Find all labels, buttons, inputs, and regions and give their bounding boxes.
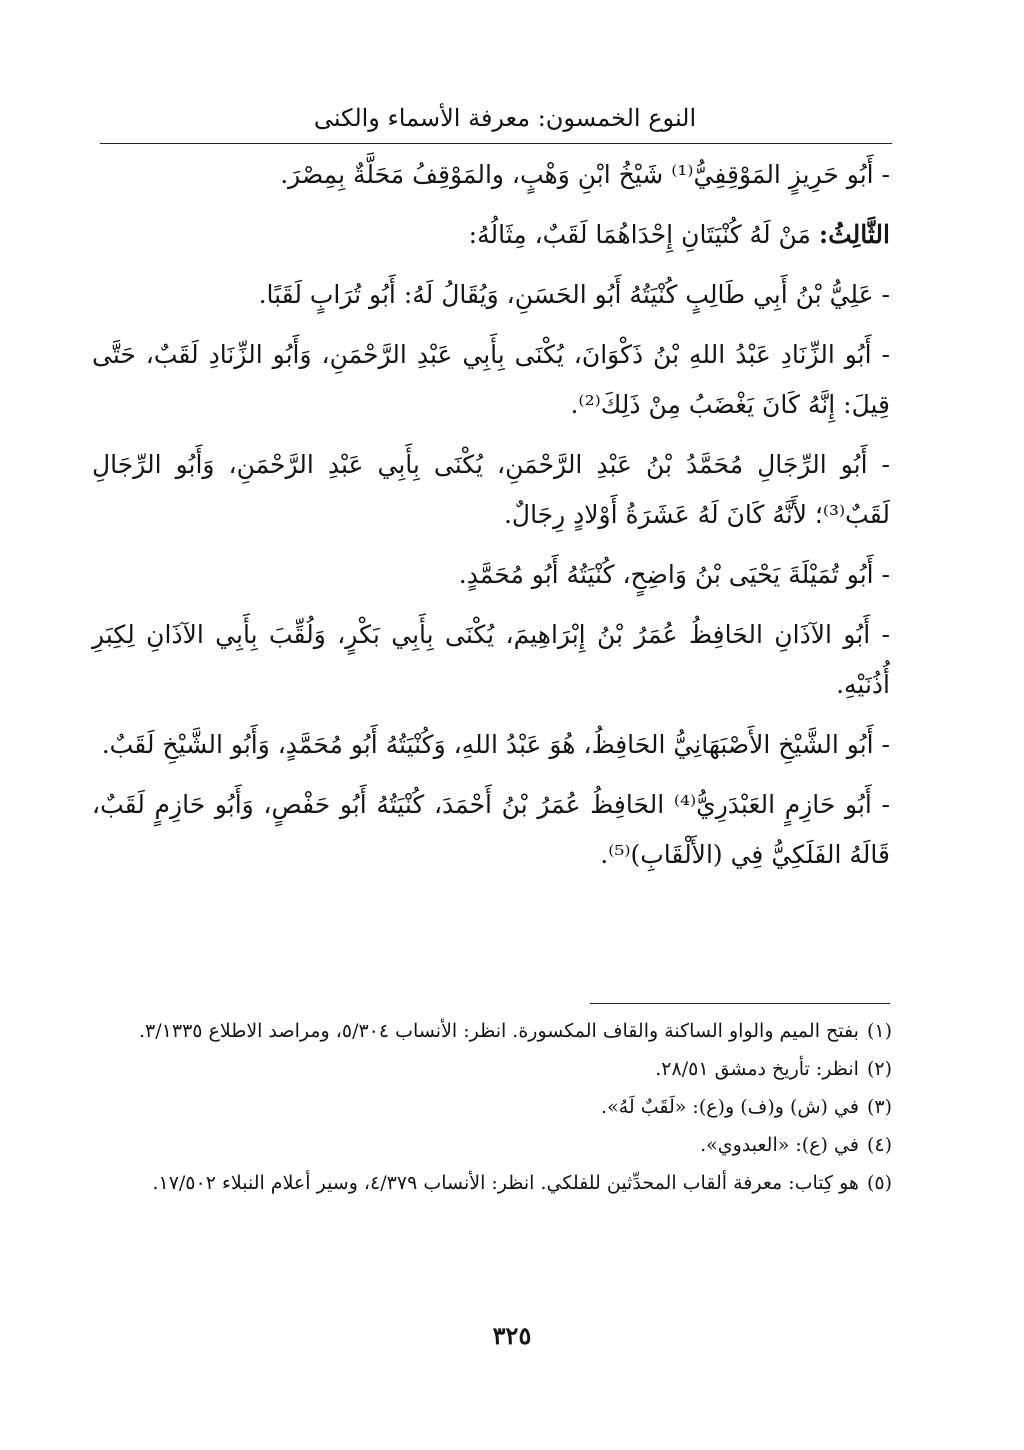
paragraph-text: مَنْ لَهُ كُنْيَتَانِ إِحْدَاهُمَا لَقَبٌ، مِثَالُهُ:: [468, 220, 819, 249]
footnote-text: في (ش) و(ف) و(ع): «لَقَبٌ لَهُ».: [601, 1096, 859, 1118]
footnote-text: في (ع): «العبدوي».: [700, 1134, 859, 1156]
paragraph-text: - أَبُو الرِّجَالِ مُحَمَّدُ بْنُ عَبْدِ الرَّحْمَنِ، يُكْنَى بِأَبِي عَبْدِ الرَّحْمَنِ، وَأَبُو الرِّجَالِ لَقَبٌ⁽³⁾؛ لأَنَّهُ كَانَ لَهُ عَشَرَةُ أَوْلادٍ رِجَالٌ.: [92, 450, 890, 529]
paragraph: [92, 270, 890, 320]
paragraph: [92, 780, 890, 880]
paragraph: [92, 150, 890, 200]
paragraph-text: - أَبُو حَرِيزٍ المَوْقِفِيُّ⁽¹⁾ شَيْخُ ابْنِ وَهْبٍ، والمَوْقِفُ مَحَلَّةٌ بِمِصْرَ.: [280, 160, 890, 189]
footnote-divider: [590, 1003, 890, 1004]
footnote-number: (٥): [866, 1172, 892, 1194]
main-text: [92, 150, 890, 890]
footnote-number: (١): [866, 1020, 892, 1042]
paragraph-text: - أَبُو حَازِمٍ العَبْدَرِيُّ⁽⁴⁾ الحَافِظُ عُمَرُ بْنُ أَحْمَدَ، كُنْيَتُهُ أَبُو حَفْصٍ، وَأَبُو حَازِمٍ لَقَبٌ، قَالَهُ الفَلَكِيُّ فِي (الأَلْقَابِ)⁽⁵⁾.: [92, 790, 890, 869]
paragraph: [92, 720, 890, 770]
paragraph-text: - أَبُو الآذَانِ الحَافِظُ عُمَرُ بْنُ إِبْرَاهِيمَ، يُكْنَى بِأَبِي بَكْرٍ، وَلُقِّبَ بِأَبِي الآذَانِ لِكِبَرِ أُذُنَيْهِ.: [92, 620, 890, 699]
footnote: [100, 1127, 892, 1163]
footnote: [100, 1165, 892, 1201]
footnotes: [100, 1013, 892, 1203]
paragraph: [92, 210, 890, 260]
header-divider: [100, 143, 892, 144]
footnote-text: بفتح الميم والواو الساكنة والقاف المكسورة. انظر: الأنساب ٥/٣٠٤، ومراصد الاطلاع ٣/١٣٣٥.: [139, 1020, 859, 1042]
paragraph-lead: الثَّالِثُ:: [818, 220, 890, 249]
paragraph: [92, 610, 890, 710]
footnote: [100, 1013, 892, 1049]
paragraph: [92, 440, 890, 540]
running-header: النوع الخمسون: معرفة الأسماء والكنى: [313, 104, 697, 132]
footnote-number: (٢): [866, 1058, 892, 1080]
paragraph-text: - أَبُو الزِّنَادِ عَبْدُ اللهِ بْنُ ذَكْوَانَ، يُكْنَى بِأَبِي عَبْدِ الرَّحْمَنِ، وَأَبُو الزِّنَادِ لَقَبٌ، حَتَّى قِيلَ: إِنَّهُ كَانَ يَغْضَبُ مِنْ ذَلِكَ⁽²⁾.: [92, 340, 890, 419]
paragraph-text: - أَبُو تُمَيْلَةَ يَحْيَى بْنُ وَاضِحٍ، كُنْيَتُهُ أَبُو مُحَمَّدٍ.: [458, 560, 890, 589]
footnote: [100, 1051, 892, 1087]
footnote-text: انظر: تأريخ دمشق ٢٨/٥١.: [655, 1058, 859, 1080]
footnote-number: (٣): [866, 1096, 892, 1118]
page-number: ٣٢٥: [492, 1321, 532, 1350]
paragraph-text: - أَبُو الشَّيْخِ الأَصْبَهَانِيُّ الحَافِظُ، هُوَ عَبْدُ اللهِ، وَكُنْيَتُهُ أَبُو مُحَمَّدٍ، وَأَبُو الشَّيْخِ لَقَبٌ.: [101, 730, 890, 759]
paragraph: [92, 330, 890, 430]
footnote: [100, 1089, 892, 1125]
paragraph: [92, 550, 890, 600]
footnote-number: (٤): [866, 1134, 892, 1156]
footnote-text: هو كِتاب: معرفة ألقاب المحدِّثين للفلكي. انظر: الأنساب ٤/٣٧٩، وسير أعلام النبلاء ١٧/٥٠٢.: [152, 1172, 859, 1194]
paragraph-text: - عَلِيُّ بْنُ أَبِي طَالِبٍ كُنْيَتُهُ أَبُو الحَسَنِ، وَيُقَالُ لَهُ: أَبُو تُرَابٍ لَقَبًا.: [258, 280, 890, 309]
